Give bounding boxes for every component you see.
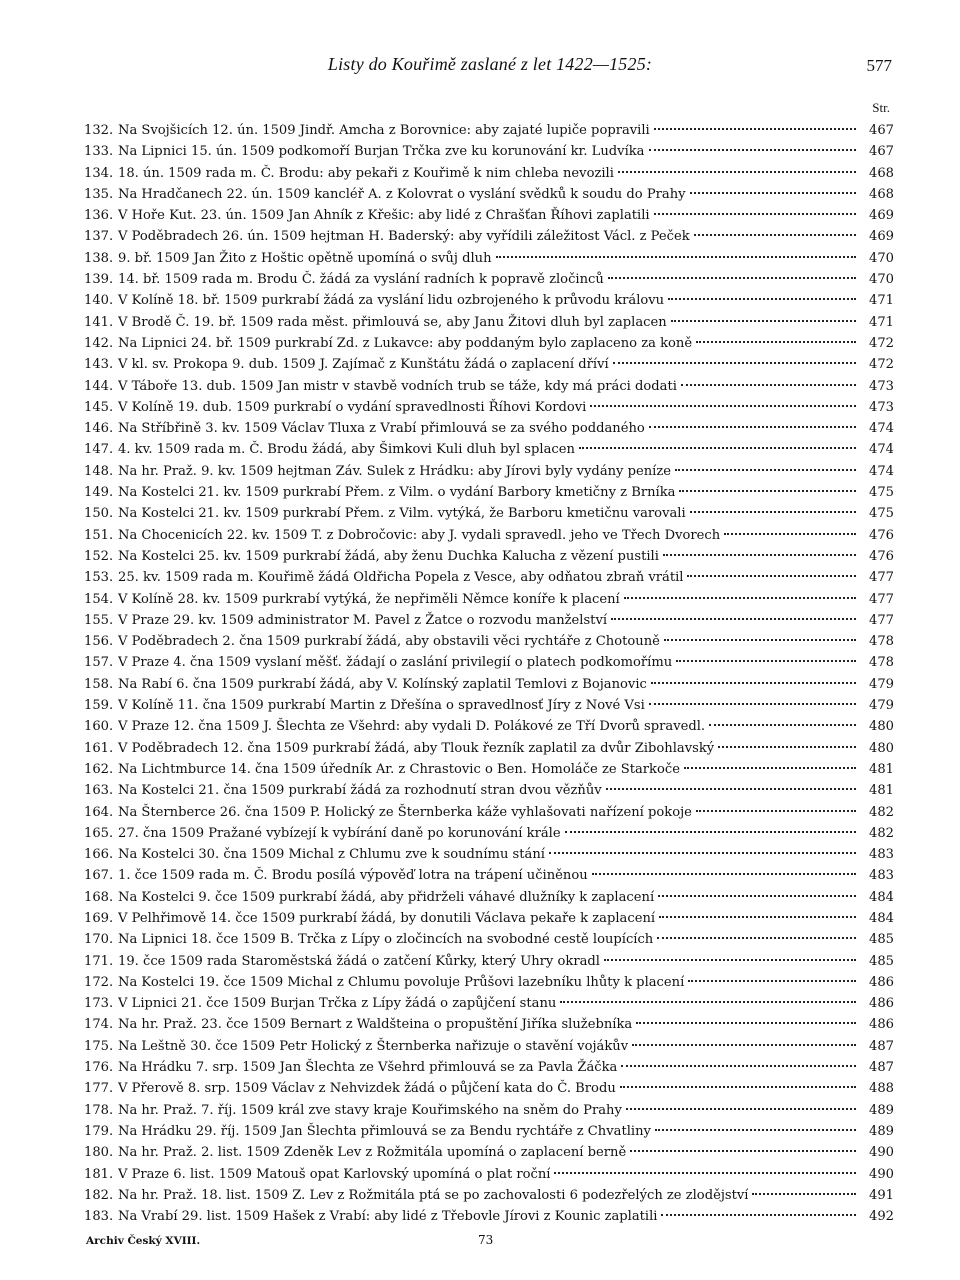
index-entry [84,823,894,844]
entry-description: Na Kostelci 30. čna 1509 Michal z Chlumu zve k soudnímu stání [118,847,545,863]
entry-description: V Praze 6. list. 1509 Matouš opat Karlovský upomíná o plat roční [118,1166,551,1182]
entry-description: Na Kostelci 21. kv. 1509 purkrabí Přem. z Vilm. o vydání Barbory kmetičny z Brníka [118,485,676,501]
entry-page-number: 490 [869,1145,894,1161]
entry-description: 18. ún. 1509 rada m. Č. Brodu: aby pekaři z Kouřimě k nim chleba nevozili [118,165,614,181]
dot-leader [632,1043,856,1046]
entry-number: 153. [84,570,114,586]
dot-leader [624,596,856,599]
index-entry [84,929,894,950]
entry-number: 169. [84,910,114,926]
index-entry [84,1185,894,1206]
entry-page-number: 491 [869,1187,894,1203]
index-entry [84,972,894,993]
entry-description: V Praze 4. čna 1509 vyslaní měšť. žádají o zaslání privilegií o platech podkomořímu [118,655,673,671]
index-entry [84,354,894,375]
entry-description: V Kolíně 11. čna 1509 purkrabí Martin z Dřešína o spravedlnosť Jíry z Nové Vsi [118,698,645,714]
index-entry [84,1121,894,1142]
entry-description: V Praze 29. kv. 1509 administrator M. Pavel z Žatce o rozvodu manželství [118,612,608,628]
entry-page-number: 472 [869,335,894,351]
entry-number: 144. [84,378,114,394]
entry-description: V Pelhřimově 14. čce 1509 purkrabí žádá, by donutili Václava pekaře k zaplacení [118,910,656,926]
entry-number: 135. [84,186,114,202]
entry-number: 167. [84,868,114,884]
entry-description: V Kolíně 18. bř. 1509 purkrabí žádá za vyslání lidu ozbrojeného k průvodu královu [118,293,665,309]
entry-page-number: 469 [869,229,894,245]
index-entry [84,1057,894,1078]
index-entry [84,418,894,439]
entry-page-number: 488 [869,1081,894,1097]
index-entry [84,631,894,652]
index-entry [84,865,894,886]
dot-leader [590,404,856,407]
entry-description: Na Kostelci 25. kv. 1509 purkrabí žádá, aby ženu Duchka Kalucha z vězení pustili [118,548,659,564]
entry-description: 1. čce 1509 rada m. Č. Brodu posílá výpověď lotra na trápení učiněnou [118,868,588,884]
entry-number: 145. [84,399,114,415]
index-entry [84,589,894,610]
entry-page-number: 479 [869,698,894,714]
entry-page-number: 476 [869,548,894,564]
entry-number: 139. [84,272,114,288]
entry-number: 166. [84,847,114,863]
dot-leader [549,851,856,854]
index-entry [84,482,894,503]
index-entry [84,674,894,695]
index-entry [84,546,894,567]
entry-number: 164. [84,804,114,820]
entry-page-number: 484 [869,910,894,926]
entry-page-number: 481 [869,783,894,799]
dot-leader [718,745,856,748]
index-entry [84,695,894,716]
dot-leader [661,1213,856,1216]
entry-page-number: 492 [869,1209,894,1225]
entry-page-number: 486 [869,974,894,990]
entry-number: 142. [84,335,114,351]
page-column-label: Str. [872,100,890,115]
entry-page-number: 483 [869,868,894,884]
entry-description: 9. bř. 1509 Jan Žito z Hoštic opětně upomíná o svůj dluh [118,250,492,266]
entry-number: 147. [84,442,114,458]
index-entry [84,1164,894,1185]
entry-number: 183. [84,1209,114,1225]
entry-page-number: 482 [869,804,894,820]
entry-page-number: 487 [869,1038,894,1054]
entry-description: V Poděbradech 12. čna 1509 purkrabí žádá, aby Tlouk řezník zaplatil za dvůr Zibohlavský [118,740,715,756]
entry-page-number: 481 [869,761,894,777]
dot-leader [724,532,856,535]
dot-leader [654,212,856,215]
entry-description: 25. kv. 1509 rada m. Kouřimě žádá Oldřicha Popela z Vesce, aby odňatou zbraň vrátil [118,570,684,586]
dot-leader [554,1171,856,1174]
entry-page-number: 476 [869,527,894,543]
dot-leader [657,936,856,939]
index-entry [84,248,894,269]
dot-leader [675,468,856,471]
entry-description: Na Kostelci 21. kv. 1509 purkrabí Přem. z Vilm. vytýká, že Barboru kmetičnu varovali [118,506,686,522]
entry-description: V Poděbradech 2. čna 1509 purkrabí žádá, aby obstavili věci rychtáře z Chotouně [118,634,660,650]
entry-page-number: 467 [869,123,894,138]
entry-page-number: 472 [869,357,894,373]
entry-page-number: 470 [869,250,894,266]
entry-page-number: 490 [869,1166,894,1182]
dot-leader [649,702,856,705]
entry-page-number: 489 [869,1102,894,1118]
index-entry [84,184,894,205]
entry-number: 162. [84,761,114,777]
entry-number: 178. [84,1102,114,1118]
dot-leader [654,127,856,130]
entry-number: 176. [84,1060,114,1076]
entry-description: Na hr. Praž. 2. list. 1509 Zdeněk Lev z Rožmitála upomíná o zaplacení berně [118,1145,627,1161]
entry-page-number: 473 [869,378,894,394]
entry-page-number: 480 [869,740,894,756]
entry-number: 155. [84,612,114,628]
dot-leader [649,148,857,151]
entry-number: 132. [84,123,114,138]
dot-leader [618,170,856,173]
index-entry-list [84,120,894,1227]
index-entry [84,525,894,546]
index-entry [84,312,894,333]
entry-description: 19. čce 1509 rada Staroměstská žádá o zatčení Kůrky, který Uhry okradl [118,953,600,969]
entry-description: V Přerově 8. srp. 1509 Václav z Nehvizdek žádá o půjčení kata do Č. Brodu [118,1081,616,1097]
entry-description: Na hr. Praž. 9. kv. 1509 hejtman Záv. Sulek z Hrádku: aby Jírovi byly vydány peníze [118,463,672,479]
dot-leader [688,979,856,982]
entry-page-number: 474 [869,442,894,458]
entry-number: 146. [84,421,114,437]
dot-leader [621,1064,856,1067]
index-entry [84,802,894,823]
index-entry [84,1100,894,1121]
index-entry [84,269,894,290]
index-entry [84,652,894,673]
entry-number: 149. [84,485,114,501]
footer-sheet-number: 73 [478,1233,494,1247]
entry-number: 152. [84,548,114,564]
entry-page-number: 468 [869,165,894,181]
index-entry [84,1014,894,1035]
entry-description: Na Hrádku 7. srp. 1509 Jan Šlechta ze Všehrd přimlouvá se za Pavla Žáčka [118,1060,618,1076]
dot-leader [560,1000,856,1003]
entry-number: 171. [84,953,114,969]
index-entry [84,439,894,460]
index-entry [84,226,894,247]
entry-description: V Táboře 13. dub. 1509 Jan mistr v stavbě vodních trub se táže, kdy má práci dodati [118,378,677,394]
entry-page-number: 474 [869,463,894,479]
entry-description: Na Svojšicích 12. ún. 1509 Jindř. Amcha z Borovnice: aby zajaté lupiče popravili [118,123,650,138]
entry-description: Na hr. Praž. 18. list. 1509 Z. Lev z Rožmitála ptá se po zachovalosti 6 podezřelých ze zlodějství [118,1187,749,1203]
entry-number: 140. [84,293,114,309]
index-entry [84,610,894,631]
entry-description: Na Leštně 30. čce 1509 Petr Holický z Šternberka nařizuje o stavění vojákův [118,1038,629,1054]
entry-number: 133. [84,144,114,160]
index-entry [84,738,894,759]
dot-leader [676,659,856,662]
index-entry [84,759,894,780]
entry-page-number: 471 [869,314,894,330]
entry-page-number: 475 [869,506,894,522]
entry-description: Na Vrabí 29. list. 1509 Hašek z Vrabí: aby lidé z Třebovle Jírovi z Kounic zaplatili [118,1209,658,1225]
entry-number: 138. [84,250,114,266]
entry-number: 160. [84,719,114,735]
entry-number: 174. [84,1017,114,1033]
index-entry [84,716,894,737]
dot-leader [658,894,856,897]
running-title: Listy do Kouřimě zaslané z let 1422—1525: [327,54,653,74]
index-entry [84,1036,894,1057]
dot-leader [496,255,856,258]
index-entry [84,141,894,162]
entry-number: 137. [84,229,114,245]
entry-description: V Praze 12. čna 1509 J. Šlechta ze Všehrd: aby vydali D. Polákové ze Tří Dvorů spravedl. [118,719,706,735]
entry-number: 151. [84,527,114,543]
entry-number: 180. [84,1145,114,1161]
dot-leader [626,1107,856,1110]
entry-description: Na Stříbřině 3. kv. 1509 Václav Tluxa z Vrabí přimlouvá se za svého poddaného [118,421,645,437]
index-entry [84,780,894,801]
index-entry [84,1142,894,1163]
entry-page-number: 486 [869,1017,894,1033]
dot-leader [690,510,856,513]
entry-description: V Poděbradech 26. ún. 1509 hejtman H. Baderský: aby vyřídili záležitost Václ. z Peček [118,229,690,245]
dot-leader [681,383,856,386]
index-entry [84,290,894,311]
dot-leader [636,1021,856,1024]
entry-page-number: 489 [869,1123,894,1139]
entry-description: V Lipnici 21. čce 1509 Burjan Trčka z Lípy žádá o zapůjčení stanu [118,996,557,1012]
entry-number: 154. [84,591,114,607]
entry-description: 27. čna 1509 Pražané vybízejí k vybírání daně po korunování krále [118,825,561,841]
entry-number: 182. [84,1187,114,1203]
entry-number: 158. [84,676,114,692]
dot-leader [579,446,856,449]
dot-leader [611,617,856,620]
dot-leader [687,574,856,577]
dot-leader [630,1149,856,1152]
dot-leader [694,233,856,236]
dot-leader [659,915,856,918]
index-entry [84,163,894,184]
entry-description: 14. bř. 1509 rada m. Brodu Č. žádá za vyslání radních k popravě zločinců [118,272,604,288]
entry-description: Na Rabí 6. čna 1509 purkrabí žádá, aby V. Kolínský zaplatil Temlovi z Bojanovic [118,676,647,692]
entry-page-number: 473 [869,399,894,415]
entry-page-number: 485 [869,953,894,969]
dot-leader [655,1128,856,1131]
dot-leader [668,297,856,300]
entry-description: Na Hradčanech 22. ún. 1509 kancléř A. z Kolovrat o vyslání svědků k soudu do Prahy [118,186,686,202]
index-entry [84,844,894,865]
entry-description: Na Kostelci 9. čce 1509 purkrabí žádá, aby přidrželi váhavé dlužníky k zaplacení [118,889,655,905]
entry-page-number: 469 [869,208,894,224]
dot-leader [679,489,856,492]
dot-leader [649,425,856,428]
dot-leader [604,958,856,961]
index-entry [84,993,894,1014]
entry-number: 143. [84,357,114,373]
entry-number: 173. [84,996,114,1012]
entry-number: 156. [84,634,114,650]
entry-description: V Hoře Kut. 23. ún. 1509 Jan Ahník z Křešic: aby lidé z Chrašťan Říhovi zaplatili [118,208,650,224]
entry-page-number: 478 [869,634,894,650]
entry-number: 165. [84,825,114,841]
entry-number: 168. [84,889,114,905]
entry-page-number: 485 [869,932,894,948]
entry-description: Na Hrádku 29. říj. 1509 Jan Šlechta přimlouvá se za Bendu rychtáře z Chvatliny [118,1123,651,1139]
entry-page-number: 480 [869,719,894,735]
entry-description: Na Kostelci 21. čna 1509 purkrabí žádá za rozhodnutí stran dvou vězňův [118,783,602,799]
index-entry [84,908,894,929]
entry-page-number: 468 [869,186,894,202]
index-entry [84,397,894,418]
entry-description: V kl. sv. Prokopa 9. dub. 1509 J. Zajímač z Kunštátu žádá o zaplacení dříví [118,357,609,373]
dot-leader [696,809,856,812]
entry-description: Na hr. Praž. 7. říj. 1509 král zve stavy kraje Kouřimského na sněm do Prahy [118,1102,622,1118]
entry-description: V Brodě Č. 19. bř. 1509 rada měst. přimlouvá se, aby Janu Žitovi dluh byl zaplacen [118,314,667,330]
dot-leader [613,361,856,364]
page-number: 577 [866,56,892,75]
entry-number: 150. [84,506,114,522]
index-entry [84,461,894,482]
entry-number: 136. [84,208,114,224]
index-entry [84,951,894,972]
dot-leader [651,681,856,684]
entry-description: Na Lichtmburce 14. čna 1509 úředník Ar. z Chrastovic o Ben. Homoláče ze Starkoče [118,761,680,777]
index-entry [84,567,894,588]
dot-leader [663,553,856,556]
entry-number: 172. [84,974,114,990]
index-entry [84,333,894,354]
dot-leader [709,723,856,726]
entry-description: Na Kostelci 19. čce 1509 Michal z Chlumu povoluje Průšovi lazebníku lhůty k placení [118,974,685,990]
entry-description: Na Šternberce 26. čna 1509 P. Holický ze Šternberka káže vyhlašovati nařízení pokoje [118,804,692,820]
dot-leader [690,191,856,194]
entry-page-number: 467 [869,144,894,160]
entry-description: 4. kv. 1509 rada m. Č. Brodu žádá, aby Šimkovi Kuli dluh byl splacen [118,442,575,458]
index-entry [84,1206,894,1227]
entry-description: Na Chocenicích 22. kv. 1509 T. z Dobročovic: aby J. vydali spravedl. jeho ve Třech Dvorech [118,527,721,543]
entry-page-number: 475 [869,485,894,501]
entry-page-number: 477 [869,570,894,586]
index-entry [84,1078,894,1099]
entry-description: Na Lipnici 15. ún. 1509 podkomoří Burjan Trčka zve ku korunování kr. Ludvíka [118,144,645,160]
index-entry [84,205,894,226]
entry-number: 179. [84,1123,114,1139]
index-entry [84,887,894,908]
dot-leader [620,1085,856,1088]
entry-description: V Kolíně 28. kv. 1509 purkrabí vytýká, že nepřiměli Němce koníře k placení [118,591,620,607]
entry-description: Na hr. Praž. 23. čce 1509 Bernart z Waldšteina o propuštění Jiříka služebníka [118,1017,633,1033]
dot-leader [565,830,856,833]
entry-page-number: 471 [869,293,894,309]
dot-leader [664,638,856,641]
entry-page-number: 470 [869,272,894,288]
footer-signature: Archiv Český XVIII. [86,1235,201,1247]
dot-leader [606,787,856,790]
dot-leader [684,766,856,769]
entry-page-number: 484 [869,889,894,905]
entry-number: 148. [84,463,114,479]
entry-page-number: 486 [869,996,894,1012]
dot-leader [592,872,856,875]
entry-description: V Kolíně 19. dub. 1509 purkrabí o vydání spravedlnosti Říhovi Kordovi [118,399,587,415]
entry-number: 134. [84,165,114,181]
entry-number: 159. [84,698,114,714]
entry-number: 175. [84,1038,114,1054]
entry-number: 161. [84,740,114,756]
entry-number: 181. [84,1166,114,1182]
dot-leader [696,340,856,343]
entry-page-number: 487 [869,1060,894,1076]
entry-number: 177. [84,1081,114,1097]
entry-page-number: 482 [869,825,894,841]
dot-leader [752,1192,856,1195]
entry-description: Na Lipnici 18. čce 1509 B. Trčka z Lípy o zločincích na svobodné cestě loupících [118,932,654,948]
entry-number: 163. [84,783,114,799]
entry-description: Na Lipnici 24. bř. 1509 purkrabí Zd. z Lukavce: aby poddaným bylo zaplaceno za koně [118,335,693,351]
entry-page-number: 477 [869,612,894,628]
entry-page-number: 483 [869,847,894,863]
entry-number: 141. [84,314,114,330]
entry-page-number: 474 [869,421,894,437]
index-entry [84,120,894,141]
index-entry [84,503,894,524]
entry-page-number: 477 [869,591,894,607]
dot-leader [671,319,856,322]
entry-page-number: 479 [869,676,894,692]
entry-number: 157. [84,655,114,671]
dot-leader [608,276,856,279]
entry-number: 170. [84,932,114,948]
entry-page-number: 478 [869,655,894,671]
index-entry [84,376,894,397]
